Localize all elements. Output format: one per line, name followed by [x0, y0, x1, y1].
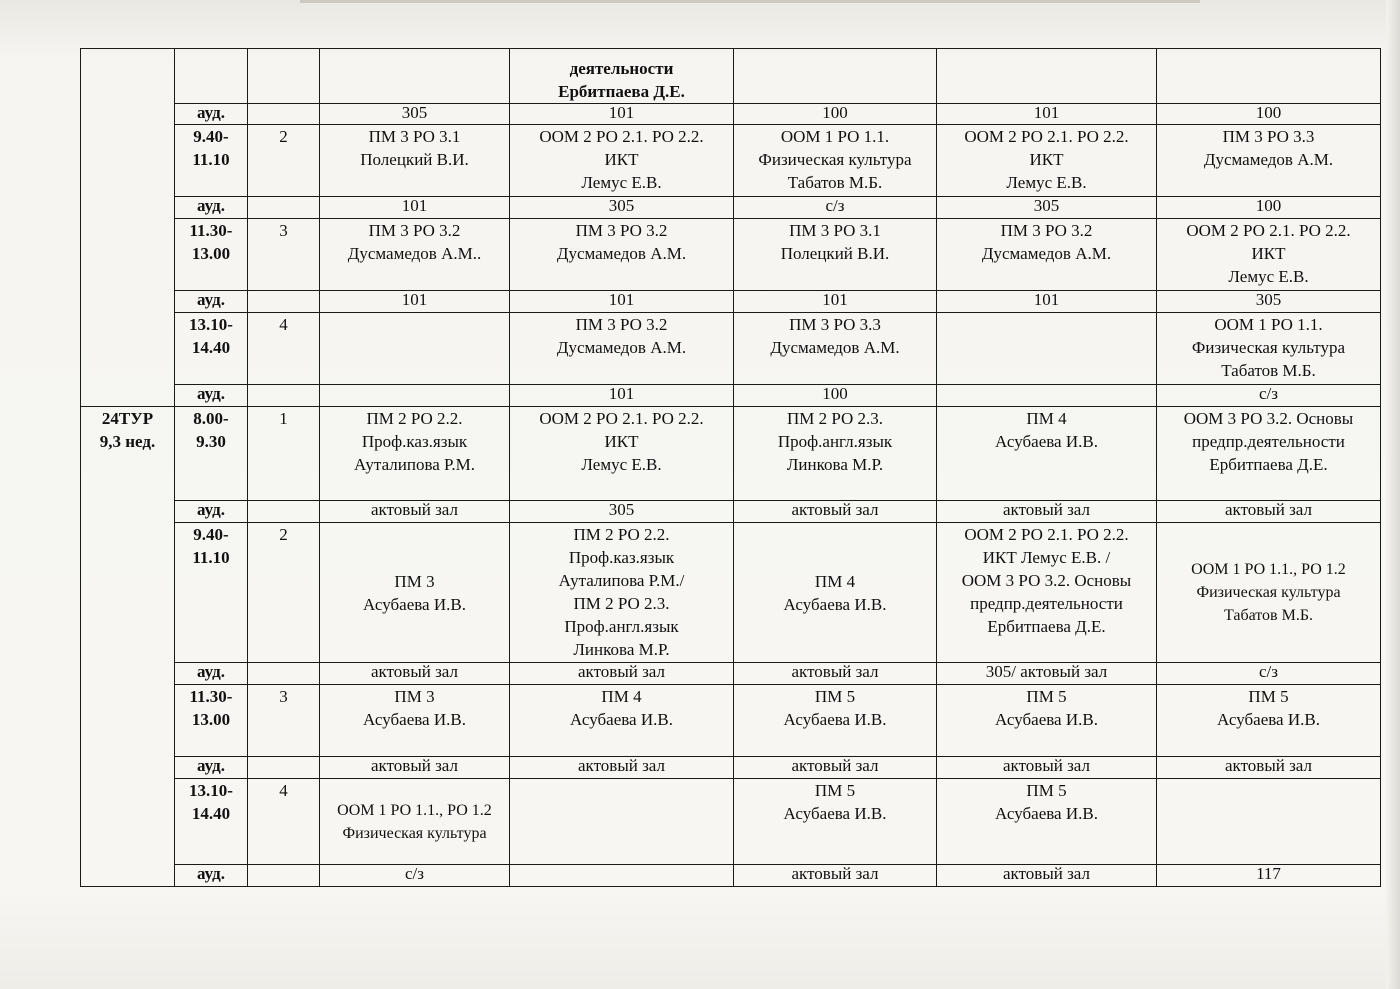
room-row — [81, 865, 1381, 887]
lesson-cell: ПМ 2 РО 2.2. Проф.каз.язык Ауталипова Р.М./ ПМ 2 РО 2.3. Проф.англ.язык Линкова М.Р. — [510, 523, 734, 663]
lesson-cell: ООМ 2 РО 2.1. РО 2.2. ИКТ Лемус Е.В. — [937, 125, 1157, 197]
time-cell: 8.00- 9.30 — [175, 407, 248, 501]
table-row — [81, 125, 1381, 197]
lesson-cell: ООМ 1 РО 1.1., РО 1.2 Физическая культура Табатов М.Б. — [1157, 523, 1381, 663]
room-cell: 101 — [937, 104, 1157, 125]
lesson-cell: ПМ 3 РО 3.3 Дусмамедов А.М. — [1157, 125, 1381, 197]
room-cell: актовый зал — [1157, 501, 1381, 523]
table-row — [81, 685, 1381, 757]
table-row — [81, 313, 1381, 385]
room-cell: 117 — [1157, 865, 1381, 887]
lesson-cell: ПМ 4 Асубаева И.В. — [734, 523, 937, 663]
room-cell: 305 — [1157, 291, 1381, 313]
lesson-cell: ООМ 2 РО 2.1. РО 2.2. ИКТ Лемус Е.В. — [510, 125, 734, 197]
room-number-blank — [248, 865, 320, 887]
room-cell: 101 — [510, 104, 734, 125]
room-number-blank — [248, 291, 320, 313]
room-cell: актовый зал — [937, 757, 1157, 779]
lesson-cell: ПМ 3 РО 3.1 Полецкий В.И. — [734, 219, 937, 291]
lesson-cell: ПМ 3 РО 3.2 Дусмамедов А.М.. — [320, 219, 510, 291]
room-row — [81, 104, 1381, 125]
time-cell: 13.10- 14.40 — [175, 779, 248, 865]
room-number-blank — [248, 501, 320, 523]
lesson-cell: ПМ 3 РО 3.3 Дусмамедов А.М. — [734, 313, 937, 385]
room-cell: 100 — [734, 385, 937, 407]
table-row — [81, 49, 1381, 104]
room-cell: 101 — [320, 291, 510, 313]
room-label: ауд. — [175, 501, 248, 523]
lesson-number-cell: 3 — [248, 685, 320, 757]
lesson-cell: ООМ 1 РО 1.1. Физическая культура Табатов М.Б. — [734, 125, 937, 197]
lesson-cell: ПМ 5 Асубаева И.В. — [1157, 685, 1381, 757]
room-label: ауд. — [175, 663, 248, 685]
lesson-cell: ПМ 5 Асубаева И.В. — [734, 779, 937, 865]
room-cell: актовый зал — [510, 757, 734, 779]
group-day-cell: 24ТУР 9,3 нед. — [81, 407, 175, 887]
lesson-cell: ПМ 5 Асубаева И.В. — [937, 779, 1157, 865]
lesson-cell — [1157, 49, 1381, 104]
room-cell: 305 — [937, 197, 1157, 219]
room-label: ауд. — [175, 865, 248, 887]
room-cell: актовый зал — [320, 757, 510, 779]
room-cell: 305 — [320, 104, 510, 125]
room-label: ауд. — [175, 104, 248, 125]
time-cell: 11.30- 13.00 — [175, 219, 248, 291]
lesson-number-cell: 4 — [248, 313, 320, 385]
room-row — [81, 385, 1381, 407]
time-cell: 11.30- 13.00 — [175, 685, 248, 757]
room-cell: с/з — [320, 865, 510, 887]
room-number-blank — [248, 385, 320, 407]
room-cell: 101 — [510, 385, 734, 407]
table-row — [81, 407, 1381, 501]
room-label: ауд. — [175, 757, 248, 779]
lesson-cell — [510, 49, 734, 104]
lesson-cell — [510, 779, 734, 865]
lesson-cell: ООМ 1 РО 1.1. Физическая культура Табатов М.Б. — [1157, 313, 1381, 385]
room-number-blank — [248, 197, 320, 219]
room-cell: 100 — [1157, 197, 1381, 219]
time-cell — [175, 49, 248, 104]
room-row — [81, 291, 1381, 313]
room-cell — [510, 865, 734, 887]
room-cell: актовый зал — [937, 501, 1157, 523]
lesson-cell: ПМ 3 Асубаева И.В. — [320, 685, 510, 757]
room-row — [81, 501, 1381, 523]
room-cell: актовый зал — [937, 865, 1157, 887]
room-cell: актовый зал — [320, 663, 510, 685]
time-cell: 9.40- 11.10 — [175, 125, 248, 197]
room-row — [81, 197, 1381, 219]
lesson-cell: ООМ 2 РО 2.1. РО 2.2. ИКТ Лемус Е.В. / ООМ 3 РО 3.2. Основы предпр.деятельности Ербитпаева Д.Е. — [937, 523, 1157, 663]
room-number-blank — [248, 663, 320, 685]
lesson-cell — [320, 49, 510, 104]
lesson-cell — [937, 313, 1157, 385]
lesson-cell: ПМ 4 Асубаева И.В. — [937, 407, 1157, 501]
room-cell: актовый зал — [734, 501, 937, 523]
room-cell: 101 — [937, 291, 1157, 313]
room-row — [81, 757, 1381, 779]
room-cell: актовый зал — [510, 663, 734, 685]
room-cell: с/з — [1157, 385, 1381, 407]
room-label: ауд. — [175, 385, 248, 407]
lesson-cell: ПМ 3 РО 3.2 Дусмамедов А.М. — [937, 219, 1157, 291]
teacher-text: Ербитпаева Д.Е. — [558, 82, 685, 101]
room-cell: 100 — [1157, 104, 1381, 125]
lesson-cell: ПМ 5 Асубаева И.В. — [734, 685, 937, 757]
time-cell: 13.10- 14.40 — [175, 313, 248, 385]
time-cell: 9.40- 11.10 — [175, 523, 248, 663]
lesson-number-cell: 2 — [248, 523, 320, 663]
schedule-table — [80, 48, 1381, 887]
room-label: ауд. — [175, 197, 248, 219]
room-cell: с/з — [734, 197, 937, 219]
paper-top-edge — [300, 0, 1200, 3]
room-cell: актовый зал — [734, 865, 937, 887]
table-row — [81, 523, 1381, 663]
lesson-cell: ООМ 2 РО 2.1. РО 2.2. ИКТ Лемус Е.В. — [1157, 219, 1381, 291]
room-number-blank — [248, 104, 320, 125]
lesson-cell — [320, 313, 510, 385]
table-row — [81, 779, 1381, 865]
room-cell: актовый зал — [320, 501, 510, 523]
room-cell: 101 — [510, 291, 734, 313]
lesson-cell: ПМ 3 Асубаева И.В. — [320, 523, 510, 663]
lesson-cell: ПМ 2 РО 2.2. Проф.каз.язык Ауталипова Р.М. — [320, 407, 510, 501]
room-cell: 305 — [510, 197, 734, 219]
lesson-cell: ПМ 2 РО 2.3. Проф.англ.язык Линкова М.Р. — [734, 407, 937, 501]
lesson-number-cell: 2 — [248, 125, 320, 197]
room-cell — [937, 385, 1157, 407]
room-cell: актовый зал — [734, 757, 937, 779]
day-cell-previous — [81, 49, 175, 407]
room-label: ауд. — [175, 291, 248, 313]
room-cell: актовый зал — [1157, 757, 1381, 779]
lesson-number-cell: 1 — [248, 407, 320, 501]
room-cell: актовый зал — [734, 663, 937, 685]
room-cell: 101 — [320, 197, 510, 219]
lesson-cell — [937, 49, 1157, 104]
lesson-cell — [1157, 779, 1381, 865]
lesson-number-cell: 4 — [248, 779, 320, 865]
lesson-cell: ПМ 4 Асубаева И.В. — [510, 685, 734, 757]
room-cell: 305 — [510, 501, 734, 523]
lesson-number-cell — [248, 49, 320, 104]
lesson-cell: ПМ 3 РО 3.2 Дусмамедов А.М. — [510, 313, 734, 385]
lesson-cell: ООМ 2 РО 2.1. РО 2.2. ИКТ Лемус Е.В. — [510, 407, 734, 501]
room-cell: 305/ актовый зал — [937, 663, 1157, 685]
room-cell: с/з — [1157, 663, 1381, 685]
room-cell: 101 — [734, 291, 937, 313]
lesson-cell: ПМ 3 РО 3.1 Полецкий В.И. — [320, 125, 510, 197]
paper-right-edge — [1386, 0, 1400, 989]
room-cell: 100 — [734, 104, 937, 125]
room-cell — [320, 385, 510, 407]
room-row — [81, 663, 1381, 685]
lesson-cell: ПМ 3 РО 3.2 Дусмамедов А.М. — [510, 219, 734, 291]
table-row — [81, 219, 1381, 291]
lesson-cell: ПМ 5 Асубаева И.В. — [937, 685, 1157, 757]
lesson-text: деятельности — [569, 59, 674, 78]
lesson-cell: ООМ 3 РО 3.2. Основы предпр.деятельности Ербитпаева Д.Е. — [1157, 407, 1381, 501]
lesson-number-cell: 3 — [248, 219, 320, 291]
lesson-cell: ООМ 1 РО 1.1., РО 1.2 Физическая культура — [320, 779, 510, 865]
room-number-blank — [248, 757, 320, 779]
lesson-cell — [734, 49, 937, 104]
